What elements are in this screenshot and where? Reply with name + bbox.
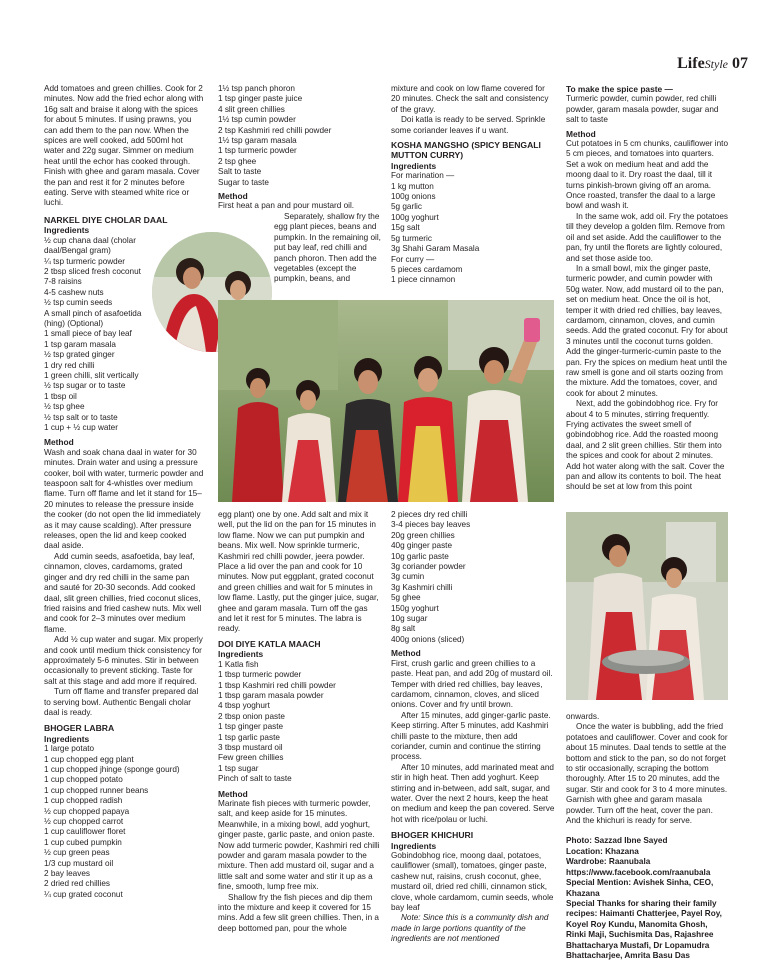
khichuri-note: Note: Since this is a community dish and made in large portions quantity of the ingredients are not mentioned: [391, 913, 549, 944]
cooking-women-photo: [566, 512, 728, 700]
ingredient: 1 cup chopped runner beans: [44, 785, 149, 795]
method-label: Method: [566, 128, 596, 139]
ingredient: 15g salt: [391, 223, 420, 233]
ingredient: 1 tsp garlic paste: [218, 732, 280, 742]
ingredient: ½ cup chopped carrot: [44, 817, 124, 827]
spice-paste-text: Turmeric powder, cumin powder, red chilli powder, garam masala powder, sugar and salt to taste: [566, 94, 719, 125]
ingredient: 1 cup + ½ cup water: [44, 423, 118, 432]
method-step: Shallow fry the fish pieces and dip them into the mixture and keep it covered for 15 mins. Add a few slit green chillies. Then, in a deep bottomed pan, pour the whole: [218, 892, 379, 933]
ingredient: ½ cup green peas: [44, 848, 110, 858]
ingredient: 1 cup chopped potato: [44, 775, 123, 785]
ingredient: 1 kg mutton: [391, 181, 434, 191]
ingredient: ¼ cup grated coconut: [44, 889, 123, 899]
ingredients-label: Ingredients: [391, 160, 437, 171]
ingredient: ½ tsp sugar or to taste: [44, 381, 126, 391]
ingredient: 2 pieces dry red chilli: [391, 510, 468, 519]
method-step: Separately, shallow fry the egg plant pieces, beans and pumpkin. In the remaining oil, put bay leaf, red chilli and panch phoron. Then add the vegetables (except the pumpkin, beans, and: [274, 211, 381, 284]
ingredient: 1 tsp ginger paste juice: [218, 94, 303, 104]
ingredient: 1 tsp sugar: [218, 763, 259, 773]
method-label: Method: [218, 788, 248, 799]
column-4: [566, 84, 728, 493]
recipe-title-labra: BHOGER LABRA: [44, 723, 115, 734]
ingredient: 20g green chillies: [391, 530, 455, 540]
method-step: In the same wok, add oil. Fry the potatoes till they develop a golden film. Remove from oil and set aside. Add the cauliflower to the pan, fry until the florets are lightly coloured, and set those aside too.: [566, 211, 729, 263]
ingredient: 1 small piece of bay leaf: [44, 329, 132, 339]
ingredient: Salt to taste: [218, 167, 262, 177]
credit-line: Special Thanks for sharing their family recipes: Haimanti Chatterjee, Payel Roy, Koyel Roy Kundu, Manomita Ghosh, Rinki Maji, Suchismita Das, Rajashree Bhattacharya Mustafi, Dr Lopamudra Bhattacharjee, Amrita Basu Das: [566, 898, 722, 960]
ingredient: 1 dry red chilli: [44, 360, 95, 370]
curry-label: For curry —: [391, 254, 435, 264]
marination-label: For marination —: [391, 171, 455, 181]
credit-line: Special Mention: Avishek Sinha, CEO, Khazana: [566, 878, 714, 898]
ingredient: 1 tsp ginger paste: [218, 722, 284, 732]
ingredient: 1/3 cup mustard oil: [44, 858, 114, 868]
ingredients-label: Ingredients: [218, 649, 264, 660]
ingredient: 1½ tsp cumin powder: [218, 115, 296, 125]
ingredient: 2 tbsp sliced fresh coconut: [44, 266, 141, 276]
ingredient: 2 dried red chillies: [44, 879, 110, 889]
column-2-continued: [218, 510, 382, 934]
ingredient: 3g cumin: [391, 572, 425, 582]
ingredient: 8g salt: [391, 624, 416, 634]
ingredient: 1 large potato: [44, 744, 95, 754]
cholar-ingredients: [44, 236, 156, 330]
ingredient: 5g turmeric: [391, 233, 432, 243]
ingredient: Pinch of salt to taste: [218, 774, 292, 784]
method-step: In a small bowl, mix the ginger paste, turmeric powder, and cumin powder with 50g water. Now, add mustard oil to the pan, set on medium heat. Once the oil is hot, temper it with dried red chillies, bay leaves, cardamom, cinnamon, cloves, and cumin seeds. Add the grated coconut. Fry for about 3 minutes until the coconut turns golden. Add the ginger-turmeric-cumin paste to the pan. Fry the spices on medium heat until the raw smell is gone and oil starts oozing from the mixture. Add the tomatoes, cover, and cook for about 2 minutes.: [566, 263, 728, 398]
ingredient: 3g Shahi Garam Masala: [391, 244, 480, 254]
katla-ending: mixture and cook on low flame covered for 20 minutes. Check the salt and consistency of the gravy.: [391, 84, 549, 114]
ingredient: 4 tbsp yoghurt: [218, 701, 270, 711]
method-step: After 10 minutes, add marinated meat and stir in high heat. Then add yoghurt. Keep stirring and in-between, add salt, sugar, and water. Over the next 2 hours, keep the heat on medium and keep the pan covered. Serve hot with rice/polau or luchi.: [391, 762, 555, 824]
ingredient: 10g garlic paste: [391, 551, 449, 561]
ingredient: 7-8 raisins: [44, 277, 82, 287]
ingredient: 1 cup cubed pumpkin: [44, 837, 122, 847]
method-continued: onwards.: [566, 712, 600, 721]
method-step: Marinate fish pieces with turmeric powder, salt, and keep aside for 15 minutes. Meanwhile, in a mixing bowl, add yoghurt, ginger paste, garlic paste, and onion paste. Now add turmeric powder, Kashmiri red chilli powder and garam masala powder to the mixture. Then add mustard oil, sugar and a little salt and some water and stir it up as a fine, smooth, lump free mix.: [218, 798, 380, 892]
spice-paste-title: To make the spice paste —: [566, 84, 673, 94]
cooking-photo-illustration: [566, 512, 728, 700]
ingredient: A small pinch of asafoetida (hing) (Optional): [44, 308, 142, 328]
column-2: [218, 84, 382, 285]
masthead: [677, 55, 748, 73]
ingredient: 1 cup chopped egg plant: [44, 754, 134, 764]
brand-suffix: Style: [704, 57, 728, 71]
labra-method-continued: egg plant) one by one. Add salt and mix it well, put the lid on the pan for 15 minutes in low flame. Now we can put pumpkin and beans. Mix well. Now sprinkle turmeric, Kashmiri red chilli powder, jeera powder. Place a lid over the pan and cook for 10 minutes. Now put eggplant, grated coconut and green chillies and wait for 5 minutes in low flame. Lastly, put the ginger juice, sugar, ghee and garam masala. Turn off the gas and let it rest for 5 minutes. The labra is ready.: [218, 510, 379, 634]
katla-serving: Doi katla is ready to be served. Sprinkle some coriander leaves if u want.: [391, 115, 546, 135]
recipe-title-cholar: NARKEL DIYE CHOLAR DAAL: [44, 214, 168, 225]
page-number: 07: [732, 55, 748, 72]
ingredient: 4 slit green chillies: [218, 104, 285, 114]
column-1: [44, 84, 204, 900]
ingredient: 1 tbsp oil: [44, 391, 77, 401]
ingredient: 1 tsp garam masala: [44, 339, 116, 349]
ingredient: 5g ghee: [391, 593, 421, 603]
credit-link[interactable]: https://www.facebook.com/raanubala: [566, 867, 711, 877]
ingredient: 2 bay leaves: [44, 869, 90, 879]
method-step: Next, add the gobindobhog rice. Fry for about 4 to 5 minutes, stirring frequently. Frying activates the sweet smell of gobindobhog rice. Add the roasted moong daal, and 2 slit green chillies. Stir them into the spices and cook for about 2 minutes. Add hot water along with the salt. Cover the pan and allow its contents to boil. The heat should be set at low from this point: [566, 399, 725, 492]
credit-line: Location: Khazana: [566, 846, 639, 856]
ingredient: ¼ tsp turmeric powder: [44, 256, 125, 266]
credits: [566, 836, 728, 961]
method-label: Method: [391, 648, 421, 659]
ingredient: 1 tbsp turmeric powder: [218, 670, 302, 680]
column-3: [391, 84, 555, 286]
ingredient: Few green chillies: [218, 753, 284, 763]
brand-logo: Life: [677, 55, 705, 72]
ingredient: 2 tsp Kashmiri red chilli powder: [218, 125, 332, 135]
recipe-title-katla: DOI DIYE KATLA MAACH: [218, 638, 321, 649]
method-step: Add ½ cup water and sugar. Mix properly and cook until medium thick consistency for approximately 5-6 minutes. Stir in between occasionally to prevent sticking. Taste for salt at this stage and add more if required.: [44, 635, 203, 686]
ingredient: ½ tsp grated ginger: [44, 350, 115, 360]
ingredient: 1½ tsp garam masala: [218, 136, 297, 146]
ingredient: 4-5 cashew nuts: [44, 287, 104, 297]
ingredient: 1 cup chopped jhinge (sponge gourd): [44, 765, 180, 774]
group-photo-illustration: [218, 300, 554, 502]
ingredient: 150g yoghurt: [391, 603, 439, 613]
method-step: Turn off flame and transfer prepared dal to serving bowl. Authentic Bengali cholar daal is ready.: [44, 687, 199, 717]
credit-line: Wardrobe: Raanubala: [566, 857, 651, 867]
ingredient: 3 tbsp mustard oil: [218, 742, 283, 752]
method-step: First, crush garlic and green chillies to a paste. Heat pan, and add 20g of mustard oil. Temper with dried red chillies, bay leaves, cardamom, cinnamon, cloves, and sliced onions. Cover and fry until brown.: [391, 658, 553, 710]
ingredients-label: Ingredients: [44, 225, 90, 236]
ingredients-label: Ingredients: [391, 840, 437, 851]
ingredient: 100g onions: [391, 192, 436, 202]
recipe-title-kosha: KOSHA MANGSHO (SPICY BENGALI MUTTON CURRY): [391, 140, 541, 161]
ingredient: 40g ginger paste: [391, 541, 452, 551]
ingredient: 1½ tsp panch phoron: [218, 84, 295, 93]
ingredient: 2 tbsp onion paste: [218, 711, 285, 721]
ingredient: 1 tbsp garam masala powder: [218, 690, 324, 700]
method-step: Cut potatoes in 5 cm chunks, cauliflower into 5 cm pieces, and tomatoes into quarters. Set a wok on medium heat and add the moong daal to it. Dry roast the daal, till it turns pinkish-brown giving off an aroma. Once roasted, transfer the daal to a large bowl and wash it.: [566, 139, 729, 211]
echor-ending: Add tomatoes and green chillies. Cook for 2 minutes. Now add the fried echor along with 16g salt and braise it along with the spices for about 5 minutes. If using prawns, you can add them to the pan now. When the spices are well cooked, add 500ml hot water and 22g sugar. Simmer on medium heat until the echor has cooked through. Finish with ghee and garam masala. Cover the pan and rest it for 2 minutes before eating. Serve with steamed white rice or luchi.: [44, 84, 204, 208]
ingredient: 1 green chilli, slit vertically: [44, 370, 139, 380]
ingredient: 400g onions (sliced): [391, 634, 465, 644]
ingredient: 5 pieces cardamom: [391, 264, 463, 274]
ingredient: ½ cup chana daal (cholar daal/Bengal gram): [44, 235, 136, 256]
ingredient: 5g garlic: [391, 202, 422, 212]
ingredient: 1 tsp turmeric powder: [218, 146, 297, 156]
ingredient: Sugar to taste: [218, 177, 269, 187]
method-label: Method: [44, 437, 74, 448]
group-selfie-photo: [218, 300, 554, 502]
column-3-continued: [391, 510, 555, 945]
ingredient: 1 piece cinnamon: [391, 275, 456, 285]
method-step: First heat a pan and pour mustard oil.: [218, 201, 355, 211]
ingredients-label: Ingredients: [44, 733, 90, 744]
ingredient: 3g Kashmiri chilli: [391, 582, 453, 592]
ingredient: 3g coriander powder: [391, 562, 466, 572]
method-step: Add cumin seeds, asafoetida, bay leaf, cinnamon, cloves, cardamoms, grated ginger and dry red chilli in the same pan and sauté for 20-30 seconds. Add cooked daal, slit green chillies, fried coconut slices, fried raisins and fried cashew nuts. Mix well and cook for 2–3 minutes over medium flame.: [44, 551, 202, 634]
method-label: Method: [218, 191, 248, 202]
column-4-continued: [566, 712, 728, 961]
khichuri-ingredients: Gobindobhog rice, moong daal, potatoes, cauliflower (small), tomatoes, ginger paste, cashew nut, raisins, crush coconut, ghee, mustard oil, dried red chilli, cinnamon stick, clove, whole cardamom, cumin seeds, whole bay leaf: [391, 851, 554, 913]
ingredient: 1 tbsp Kashmiri red chilli powder: [218, 680, 336, 690]
recipe-title-khichuri: BHOGER KHICHURI: [391, 830, 474, 841]
ingredient: ½ cup chopped papaya: [44, 806, 130, 816]
method-step: Once the water is bubbling, add the fried potatoes and cauliflower. Cover and cook for about 15 minutes. Daal tends to settle at the bottom and stick to the pan, so do not forget to stir occasionally, scraping the bottom thoroughly. After 15 to 20 minutes, add the sugar. Stir and cook for 3 to 4 more minutes. Garnish with ghee and garam masala powder. Turn off the heat, cover the pan. And the khichuri is ready for serve.: [566, 722, 728, 826]
method-step: After 15 minutes, add ginger-garlic paste. Keep stirring. After 5 minutes, add Kashmiri chilli paste to the mixture, then add coriander, cumin and continue the stirring process.: [391, 710, 551, 762]
method-step: Wash and soak chana daal in water for 30 minutes. Drain water and using a pressure cooker, boil with water, turmeric powder and teaspoon salt for 4-whistles over medium flame. Turn off flame and let it stand for 15–20 minutes to release the pressure inside the cooker (do not open the lid immediately as it may cause scalding). After pressure releases, open the lid and keep cooked daal aside.: [44, 447, 204, 551]
ingredient: 3-4 pieces bay leaves: [391, 520, 471, 530]
credit-line: Photo: Sazzad Ibne Sayed: [566, 836, 668, 846]
ingredient: 10g sugar: [391, 614, 428, 624]
ingredient: 1 Katla fish: [218, 659, 259, 669]
ingredient: 100g yoghurt: [391, 212, 439, 222]
ingredient: ½ tsp ghee: [44, 402, 85, 412]
ingredient: ½ tsp cumin seeds: [44, 298, 113, 308]
ingredient: 2 tsp ghee: [218, 156, 257, 166]
ingredient: 1 cup chopped radish: [44, 796, 123, 806]
ingredient: 1 cup cauliflower floret: [44, 827, 126, 837]
ingredient: ½ tsp salt or to taste: [44, 412, 118, 422]
